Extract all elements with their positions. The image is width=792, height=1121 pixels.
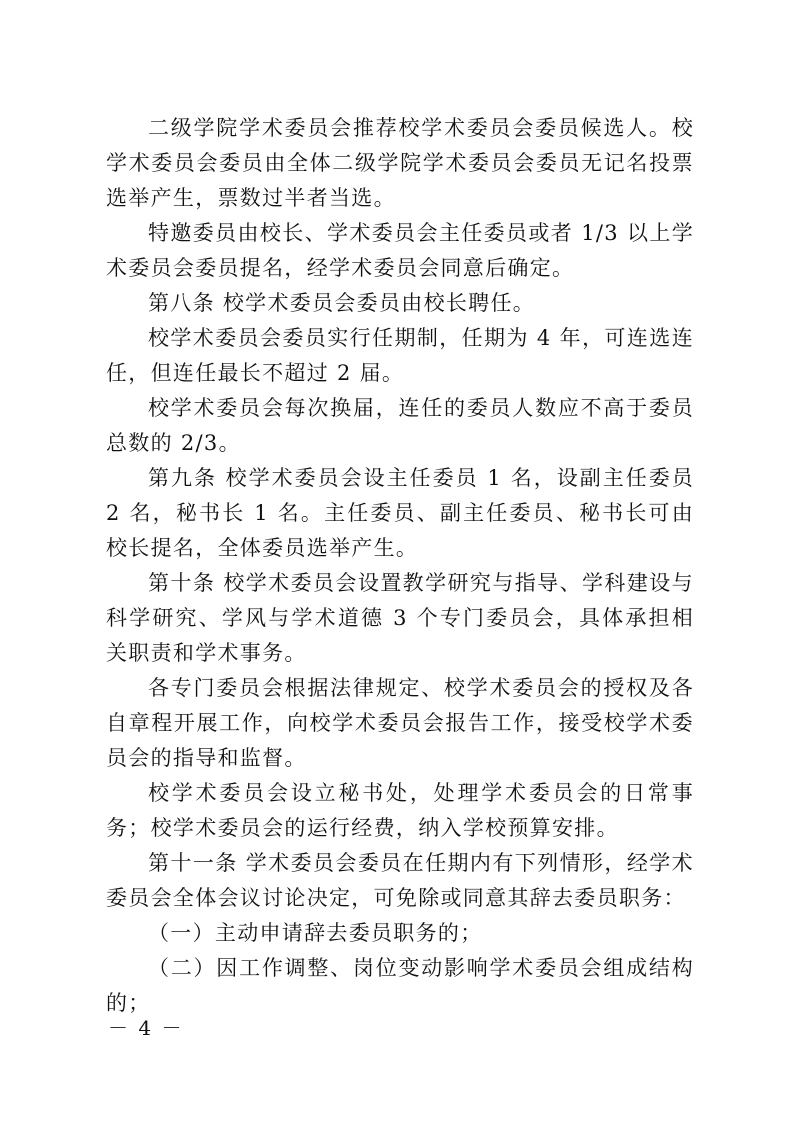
list-item-2: （二）因工作调整、岗位变动影响学术委员会组成结构的； [106, 956, 694, 1015]
paragraph-article-9: 第九条 校学术委员会设主任委员 1 名，设副主任委员 2 名，秘书长 1 名。主任委员、副主任委员、秘书长可由校长提名，全体委员选举产生。 [106, 466, 694, 560]
paragraph-article-8: 第八条 校学术委员会委员由校长聘任。 [148, 291, 536, 315]
paragraph-nomination: 二级学院学术委员会推荐校学术委员会委员候选人。校学术委员会委员由全体二级学院学术委员会委员无记名投票选举产生，票数过半者当选。 [106, 116, 694, 210]
paragraph-special-committees: 各专门委员会根据法律规定、校学术委员会的授权及各自章程开展工作，向校学术委员会报告工作，接受校学术委员会的指导和监督。 [106, 676, 694, 770]
paragraph-article-11: 第十一条 学术委员会委员在任期内有下列情形，经学术委员会全体会议讨论决定，可免除或同意其辞去委员职务： [106, 851, 694, 910]
paragraph-secretariat: 校学术委员会设立秘书处，处理学术委员会的日常事务；校学术委员会的运行经费，纳入学校预算安排。 [106, 781, 694, 840]
page-number: － 4 － [108, 1016, 184, 1040]
document-body [106, 111, 694, 1021]
paragraph-term-of-office: 校学术委员会委员实行任期制，任期为 4 年，可连选连任，但连任最长不超过 2 届。 [106, 326, 694, 385]
paragraph-article-10: 第十条 校学术委员会设置教学研究与指导、学科建设与科学研究、学风与学术道德 3 个专门委员会，具体承担相关职责和学术事务。 [106, 571, 694, 665]
paragraph-reappointment-limit: 校学术委员会每次换届，连任的委员人数应不高于委员总数的 2/3。 [106, 396, 694, 455]
paragraph-special-members: 特邀委员由校长、学术委员会主任委员或者 1/3 以上学术委员会委员提名，经学术委员会同意后确定。 [106, 221, 694, 280]
list-item-1: （一）主动申请辞去委员职务的； [148, 921, 483, 945]
